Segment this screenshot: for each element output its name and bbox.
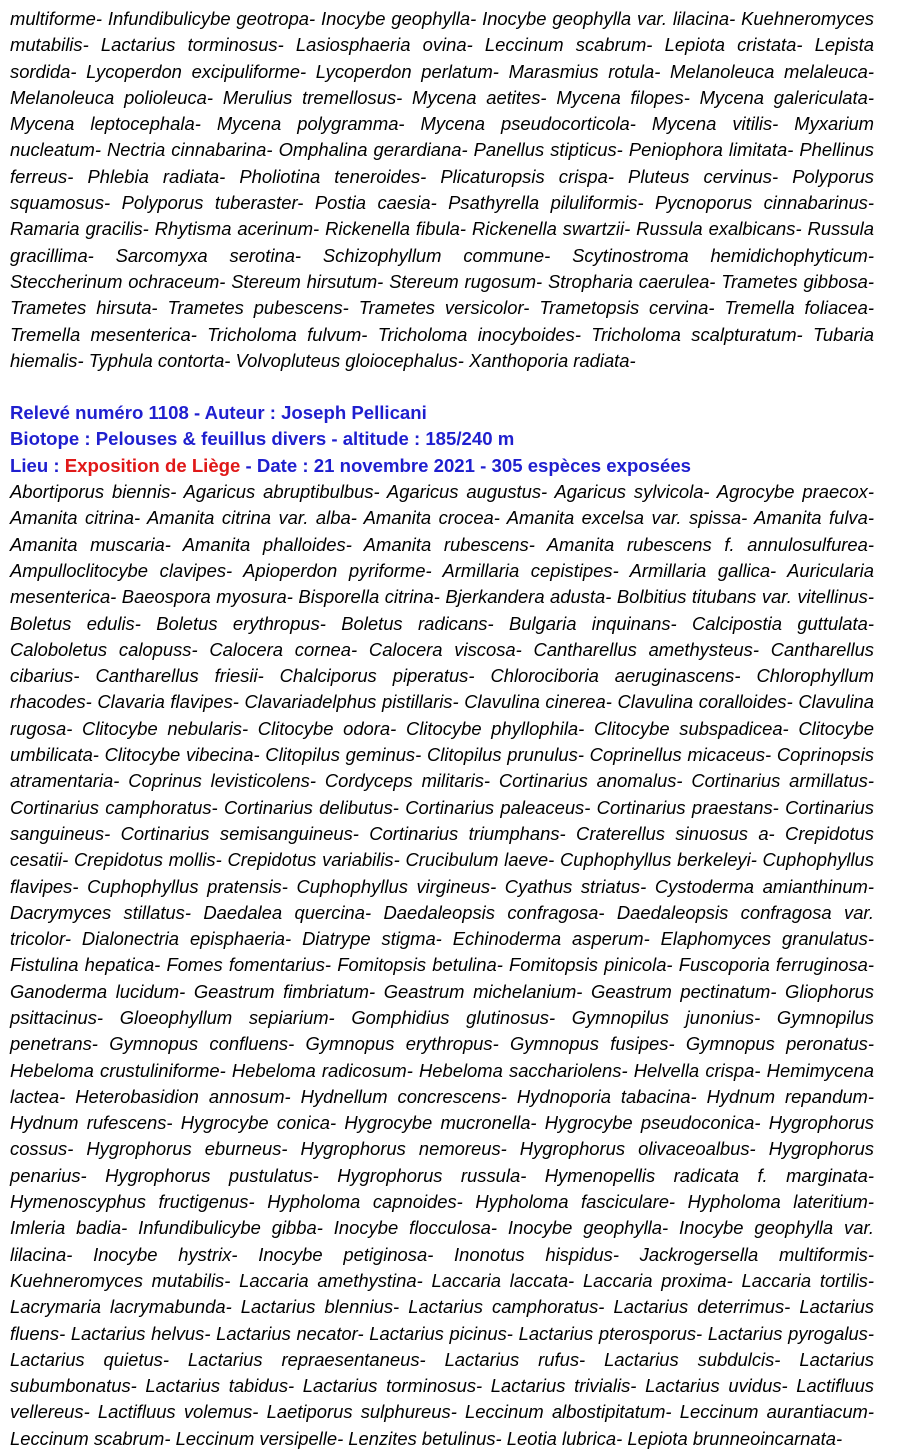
date-and-count: - Date : 21 novembre 2021 - 305 espèces exposées [240,454,692,476]
report-species-list: Abortiporus biennis- Agaricus abruptibulbus- Agaricus augustus- Agaricus sylvicola- Agrocybe praecox- Amanita citrina- Amanita citrina var. alba- Amanita crocea- Amanita excelsa var. spissa- Amanita fulva- Amanita muscaria- Amanita phalloides- Amanita rubescens- Amanita rubescens f. annulosulfurea- Ampulloclitocybe clavipes- Apioperdon pyriforme- Armillaria cepistipes- Armillaria gallica- Auricularia mesenterica- Baeospora myosura- Bisporella citrina- Bjerkandera adusta- Bolbitius titubans var. vitellinus- Boletus edulis- Boletus erythropus- Boletus radicans- Bulgaria inquinans- Calcipostia guttulata- Caloboletus calopuss- Calocera cornea- Calocera viscosa- Cantharellus amethysteus- Cantharellus cibarius- Cantharellus friesii- Chalciporus piperatus- Chlorociboria aeruginascens- Chlorophyllum rhacodes- Clavaria flavipes- Clavariadelphus pistillaris- Clavulina cinerea- Clavulina coralloides- Clavulina rugosa- Clitocybe nebularis- Clitocybe odora- Clitocybe phyllophila- Clitocybe subspadicea- Clitocybe umbilicata- Clitocybe vibecina- Clitopilus geminus- Clitopilus prunulus- Coprinellus micaceus- Coprinopsis atramentaria- Coprinus levisticolens- Cordyceps militaris- Cortinarius anomalus- Cortinarius armillatus- Cortinarius camphoratus- Cortinarius delibutus- Cortinarius paleaceus- Cortinarius praestans- Cortinarius sanguineus- Cortinarius semisanguineus- Cortinarius triumphans- Craterellus sinuosus a- Crepidotus cesatii- Crepidotus mollis- Crepidotus variabilis- Crucibulum laeve- Cuphophyllus berkeleyi- Cuphophyllus flavipes- Cuphophyllus pratensis- Cuphophyllus virgineus- Cyathus striatus- Cystoderma amianthinum- Dacrymyces stillatus- Daedalea quercina- Daedaleopsis confragosa- Daedaleopsis confragosa var. tricolor- Dialonectria episphaeria- Diatrype stigma- Echinoderma asperum- Elaphomyces granulatus- Fistulina hepatica- Fomes fomentarius- Fomitopsis betulina- Fomitopsis pinicola- Fuscoporia ferruginosa- Ganoderma lucidum- Geastrum fimbriatum- Geastrum michelanium- Geastrum pectinatum- Gliophorus psittacinus- Gloeophyllum sepiarium- Gomphidius glutinosus- Gymnopilus junonius- Gymnopilus penetrans- Gymnopus confluens- Gymnopus erythropus- Gymnopus fusipes- Gymnopus peronatus- Hebeloma crustuliniforme- Hebeloma radicosum- Hebeloma sacchariolens- Helvella crispa- Hemimycena lactea- Heterobasidion annosum- Hydnellum concrescens- Hydnoporia tabacina- Hydnum repandum- Hydnum rufescens- Hygrocybe conica- Hygrocybe mucronella- Hygrocybe pseudoconica- Hygrophorus cossus- Hygrophorus eburneus- Hygrophorus nemoreus- Hygrophorus olivaceoalbus- Hygrophorus penarius- Hygrophorus pustulatus- Hygrophorus russula- Hymenopellis radicata f. marginata- Hymenoscyphus fructigenus- Hypholoma capnoides- Hypholoma fasciculare- Hypholoma lateritium- Imleria badia- Infundibulicybe gibba- Inocybe flocculosa- Inocybe geophylla- Inocybe geophylla var. lilacina- Inocybe hystrix- Inocybe petiginosa- Inonotus hispidus- Jackrogersella multiformis- Kuehneromyces mutabilis- Laccaria amethystina- Laccaria laccata- Laccaria proxima- Laccaria tortilis- Lacrymaria lacrymabunda- Lactarius blennius- Lactarius camphoratus- Lactarius deterrimus- Lactarius fluens- Lactarius helvus- Lactarius necator- Lactarius picinus- Lactarius pterosporus- Lactarius pyrogalus- Lactarius quietus- Lactarius repraesentaneus- Lactarius rufus- Lactarius subdulcis- Lactarius subumbonatus- Lactarius tabidus- Lactarius torminosus- Lactarius trivialis- Lactarius uvidus- Lactifluus vellereus- Lactifluus volemus- Laetiporus sulphureus- Leccinum albostipitatum- Leccinum aurantiacum- Leccinum scabrum- Leccinum versipelle- Lenzites betulinus- Leotia lubrica- Lepiota brunneoincarnata- [10,481,874,1449]
report-number-author: Relevé numéro 1108 - Auteur : Joseph Pellicani [10,402,427,424]
location-name: Exposition de Liège [64,454,241,476]
report-biotope: Biotope : Pelouses & feuillus divers - altitude : 185/240 m [10,428,515,450]
section-spacer [10,374,874,400]
report-header [10,400,874,479]
document-page [10,6,874,1452]
report-location-date [10,453,874,479]
previous-species-list: multiforme- Infundibulicybe geotropa- Inocybe geophylla- Inocybe geophylla var. lilacina- Kuehneromyces mutabilis- Lactarius torminosus- Lasiosphaeria ovina- Leccinum scabrum- Lepiota cristata- Lepista sordida- Lycoperdon excipuliforme- Lycoperdon perlatum- Marasmius rotula- Melanoleuca melaleuca- Melanoleuca polioleuca- Merulius tremellosus- Mycena aetites- Mycena filopes- Mycena galericulata- Mycena leptocephala- Mycena polygramma- Mycena pseudocorticola- Mycena vitilis- Myxarium nucleatum- Nectria cinnabarina- Omphalina gerardiana- Panellus stipticus- Peniophora limitata- Phellinus ferreus- Phlebia radiata- Pholiotina teneroides- Plicaturopsis crispa- Pluteus cervinus- Polyporus squamosus- Polyporus tuberaster- Postia caesia- Psathyrella piluliformis- Pycnoporus cinnabarinus- Ramaria gracilis- Rhytisma acerinum- Rickenella fibula- Rickenella swartzii- Russula exalbicans- Russula gracillima- Sarcomyxa serotina- Schizophyllum commune- Scytinostroma hemidichophyticum- Steccherinum ochraceum- Stereum hirsutum- Stereum rugosum- Stropharia caerulea- Trametes gibbosa- Trametes hirsuta- Trametes pubescens- Trametes versicolor- Trametopsis cervina- Tremella foliacea- Tremella mesenterica- Tricholoma fulvum- Tricholoma inocyboides- Tricholoma scalpturatum- Tubaria hiemalis- Typhula contorta- Volvopluteus gloiocephalus- Xanthoporia radiata- [10,8,874,371]
location-label: Lieu : [10,454,65,476]
